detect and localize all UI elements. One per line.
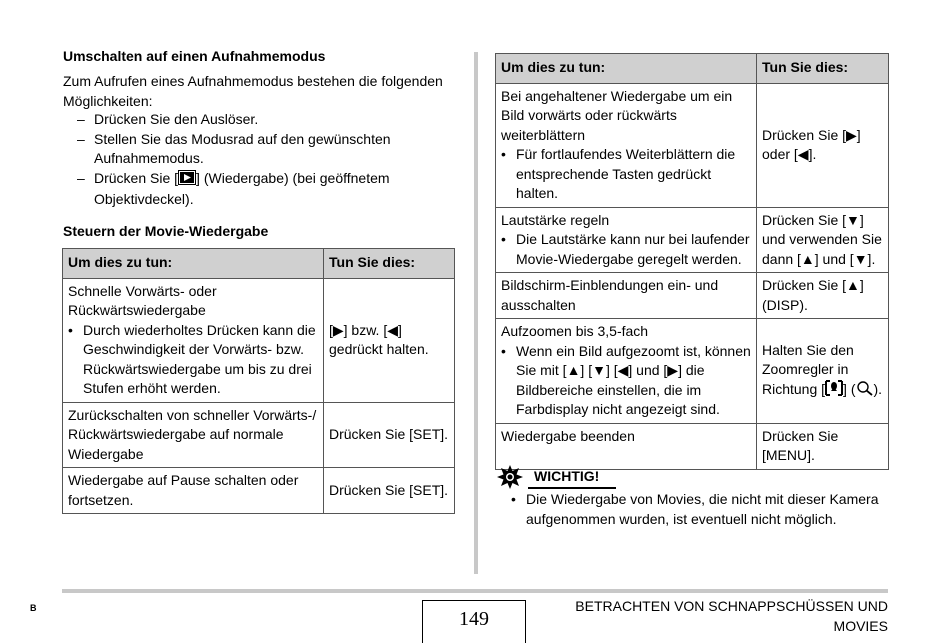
option-mode-dial: – Stellen Sie das Modusrad auf den gewünschten Aufnahmemodus.: [77, 130, 391, 166]
row-action: Lautstärke regeln: [501, 211, 610, 228]
option-play-button: – Drücken Sie [ ] (Wiedergabe) (bei geöffnetem Objektivdeckel).: [77, 169, 390, 207]
row-instruction: Drücken Sie [▶] oder [◀].: [757, 83, 889, 207]
row-instruction: Drücken Sie [▼] und verwenden Sie dann [▲] und [▼].: [757, 207, 889, 273]
footer-rule: [62, 589, 888, 593]
warning-underline: [528, 487, 616, 489]
warning-label: WICHTIG!: [534, 468, 600, 484]
warning-text: • Die Wiedergabe von Movies, die nicht mit dieser Kamera aufgenommen wurden, ist eventuell nicht möglich.: [511, 491, 879, 527]
table-header-row: [496, 54, 889, 84]
row-action: Bildschirm-Einblendungen ein- und ausschalten: [496, 273, 757, 319]
row-instruction: Drücken Sie [MENU].: [757, 423, 889, 469]
table-row: [63, 402, 455, 468]
row-action: Wiedergabe auf Pause schalten oder fortsetzen.: [63, 468, 324, 514]
zoom-tele-icon: [825, 380, 843, 402]
row-instruction: Drücken Sie [▲] (DISP).: [757, 273, 889, 319]
page-number: 149: [422, 600, 526, 643]
table-row: [63, 468, 455, 514]
column-header-action: Um dies zu tun:: [496, 54, 757, 84]
column-divider: [474, 52, 478, 574]
table-row: [496, 83, 889, 207]
table-row: [496, 423, 889, 469]
table-header-row: [63, 249, 455, 279]
intro-text: Zum Aufrufen eines Aufnahmemodus bestehen die folgenden Möglichkeiten:: [63, 73, 443, 109]
table-row: [496, 319, 889, 424]
row-instruction: Drücken Sie [SET].: [324, 402, 455, 468]
column-header-do: Tun Sie dies:: [324, 249, 455, 279]
row-note: • Durch wiederholtes Drücken kann die Geschwindigkeit der Vorwärts- bzw. Rückwärtswiedergabe um bis zu drei Stufen erhöht werden.: [68, 321, 316, 396]
table-row: [496, 273, 889, 319]
table-row: [63, 278, 455, 402]
row-action: Schnelle Vorwärts- oder Rückwärtswiedergabe: [68, 282, 217, 318]
column-header-do: Tun Sie dies:: [757, 54, 889, 84]
corner-mark: B: [30, 603, 37, 613]
row-instruction: [▶] bzw. [◀] gedrückt halten.: [324, 278, 455, 402]
playback-controls-table: [495, 53, 889, 470]
row-action: Bei angehaltener Wiedergabe um ein Bild vorwärts oder rückwärts weiterblättern: [501, 87, 733, 143]
heading-aufnahmemodus: Umschalten auf einen Aufnahmemodus: [63, 48, 326, 64]
heading-movie-wiedergabe: Steuern der Movie-Wiedergabe: [63, 223, 269, 239]
chapter-title: BETRACHTEN VON SCHNAPPSCHÜSSEN UND MOVIES: [575, 598, 888, 634]
row-action: Zurückschalten von schneller Vorwärts-/ Rückwärtswiedergabe auf normale Wiedergabe: [63, 402, 324, 468]
magnifier-icon: [856, 380, 874, 402]
play-button-icon: [178, 170, 196, 191]
column-header-action: Um dies zu tun:: [63, 249, 324, 279]
row-instruction: Halten Sie den Zoomregler in Richtung [ ] ( ).: [757, 319, 889, 424]
mode-options-list: [63, 110, 463, 210]
row-note: • Für fortlaufendes Weiterblättern die entsprechende Tasten gedrückt halten.: [501, 146, 736, 201]
option-shutter: – Drücken Sie den Auslöser.: [77, 111, 259, 127]
row-note: • Wenn ein Bild aufgezoomt ist, können Sie mit [▲] [▼] [◀] und [▶] die Bildbereiche einstellen, die im Farbdisplay nicht angezeigt sind.: [501, 342, 751, 417]
movie-playback-table: [62, 248, 455, 514]
row-instruction: Drücken Sie [SET].: [324, 468, 455, 514]
table-row: [496, 207, 889, 273]
row-action: Wiedergabe beenden: [496, 423, 757, 469]
warning-list: [511, 490, 891, 529]
row-action: Aufzoomen bis 3,5-fach: [501, 323, 649, 339]
row-note: • Die Lautstärke kann nur bei laufender Movie-Wiedergabe geregelt werden.: [501, 231, 750, 267]
